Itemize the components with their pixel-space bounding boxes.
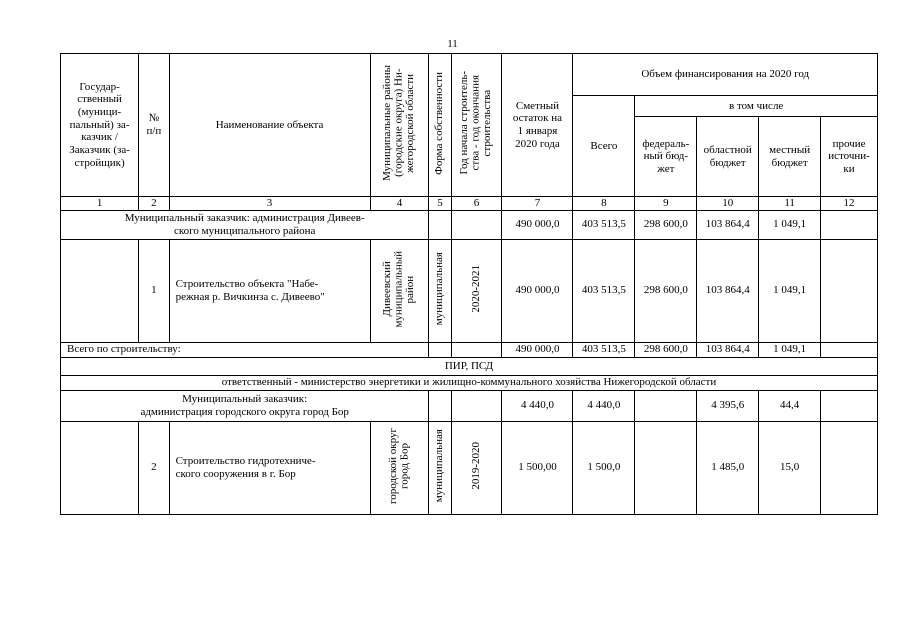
- total-cell: 1 500,0: [573, 421, 635, 514]
- header-num: № п/п: [139, 54, 169, 197]
- subtotal-label: Всего по строительству:: [61, 342, 429, 357]
- header-estimated-balance: Сметный остаток на 1 января 2020 года: [502, 54, 573, 197]
- customer-row-bor: [61, 390, 878, 421]
- column-number: 2: [139, 197, 169, 211]
- federal-cell: 298 600,0: [635, 342, 697, 357]
- header-municipal-districts: Муниципальные районы (городские округа) Ни- жегородской области: [370, 54, 429, 197]
- customer-label: Муниципальный заказчик: администрация городского округа город Бор: [61, 390, 429, 421]
- column-number: 8: [573, 197, 635, 211]
- other-cell: [821, 342, 878, 357]
- federal-cell: 298 600,0: [635, 210, 697, 239]
- header-customer: Государ- ственный (муници- пальный) за- казчик / Заказчик (за- стройщик): [61, 54, 139, 197]
- header-object-name: Наименование объекта: [169, 54, 370, 197]
- local-cell: 44,4: [759, 390, 821, 421]
- header-including: в том числе: [635, 96, 878, 117]
- regional-cell: 103 864,4: [697, 210, 759, 239]
- local-cell: 1 049,1: [759, 342, 821, 357]
- section-title-row: [61, 357, 878, 375]
- column-number: 5: [429, 197, 451, 211]
- object-years: 2020-2021: [451, 239, 502, 342]
- other-cell: [821, 210, 878, 239]
- header-local: местный бюджет: [759, 117, 821, 197]
- local-cell: 15,0: [759, 421, 821, 514]
- object-row-1: [61, 239, 878, 342]
- section-title: ПИР, ПСД: [61, 357, 878, 375]
- header-total: Всего: [573, 96, 635, 197]
- estimated-cell: 490 000,0: [502, 239, 573, 342]
- column-number: 6: [451, 197, 502, 211]
- customer-label: Муниципальный заказчик: администрация Дивеев- ского муниципального района: [61, 210, 429, 239]
- column-number: 4: [370, 197, 429, 211]
- federal-cell: 298 600,0: [635, 239, 697, 342]
- object-row-2: [61, 421, 878, 514]
- other-cell: [821, 421, 878, 514]
- header-regional: областной бюджет: [697, 117, 759, 197]
- customer-row-diveevo: [61, 210, 878, 239]
- object-num: 2: [139, 421, 169, 514]
- object-num: 1: [139, 239, 169, 342]
- object-district: городской округ город Бор: [370, 421, 429, 514]
- header-construction-years: Год начала строитель- ства - год окончания строительства: [451, 54, 502, 197]
- federal-cell: [635, 421, 697, 514]
- total-cell: 4 440,0: [573, 390, 635, 421]
- responsible-ministry: ответственный - министерство энергетики и жилищно-коммунального хозяйства Нижегородской области: [61, 375, 878, 390]
- financing-table: [60, 53, 878, 515]
- header-funding-volume: Объем финансирования на 2020 год: [573, 54, 878, 96]
- column-numbers-row: [61, 197, 878, 211]
- total-cell: 403 513,5: [573, 342, 635, 357]
- estimated-cell: 1 500,00: [502, 421, 573, 514]
- total-cell: 403 513,5: [573, 239, 635, 342]
- federal-cell: [635, 390, 697, 421]
- regional-cell: 103 864,4: [697, 342, 759, 357]
- estimated-cell: 490 000,0: [502, 342, 573, 357]
- column-number: 12: [821, 197, 878, 211]
- regional-cell: 4 395,6: [697, 390, 759, 421]
- object-years: 2019-2020: [451, 421, 502, 514]
- local-cell: 1 049,1: [759, 210, 821, 239]
- local-cell: 1 049,1: [759, 239, 821, 342]
- column-number: 9: [635, 197, 697, 211]
- estimated-cell: 490 000,0: [502, 210, 573, 239]
- estimated-cell: 4 440,0: [502, 390, 573, 421]
- responsible-row: [61, 375, 878, 390]
- column-number: 11: [759, 197, 821, 211]
- header-other: прочие источни- ки: [821, 117, 878, 197]
- column-number: 3: [169, 197, 370, 211]
- column-number: 10: [697, 197, 759, 211]
- column-number: 7: [502, 197, 573, 211]
- header-ownership-form: Форма собственности: [429, 54, 451, 197]
- regional-cell: 1 485,0: [697, 421, 759, 514]
- object-ownership: муниципальная: [429, 239, 451, 342]
- header-federal: федераль- ный бюд- жет: [635, 117, 697, 197]
- subtotal-row: [61, 342, 878, 357]
- object-name: Строительство гидротехниче- ского сооружения в г. Бор: [169, 421, 370, 514]
- object-district: Дивеевский муниципальный район: [370, 239, 429, 342]
- object-ownership: муниципальная: [429, 421, 451, 514]
- other-cell: [821, 239, 878, 342]
- page-number: 11: [447, 38, 458, 50]
- column-number: 1: [61, 197, 139, 211]
- object-name: Строительство объекта "Набе- режная р. Вичкинза с. Дивеево": [169, 239, 370, 342]
- total-cell: 403 513,5: [573, 210, 635, 239]
- other-cell: [821, 390, 878, 421]
- regional-cell: 103 864,4: [697, 239, 759, 342]
